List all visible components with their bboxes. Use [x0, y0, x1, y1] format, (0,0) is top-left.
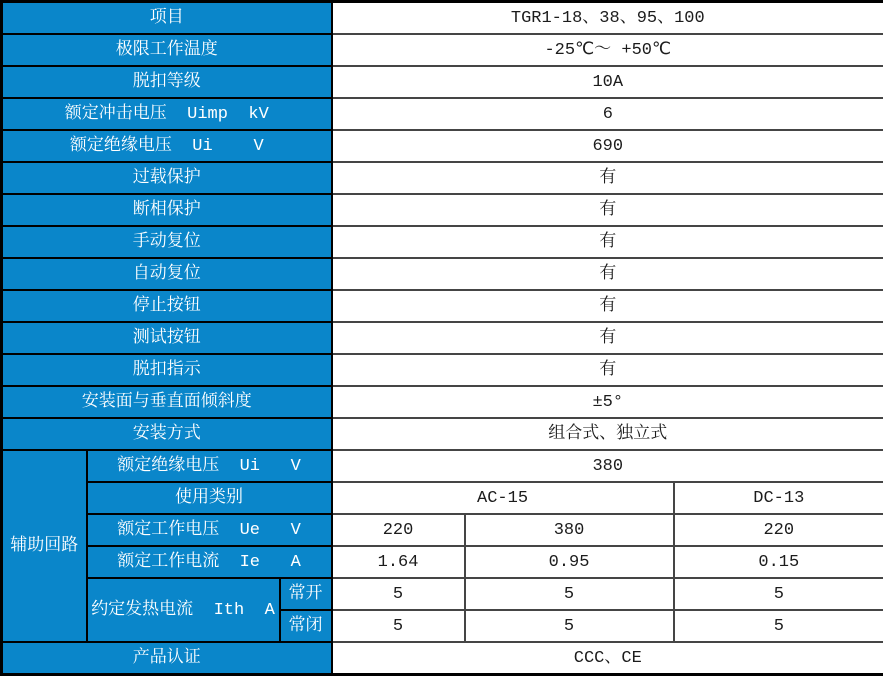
label-aux-circuit-group: 辅助回路: [2, 450, 87, 642]
value-certification: CCC、CE: [332, 642, 883, 675]
value-manual-reset: 有: [332, 226, 883, 258]
row-auto-reset: [2, 258, 883, 290]
label-manual-reset: 手动复位: [2, 226, 332, 258]
label-certification: 产品认证: [2, 642, 332, 675]
row-mounting-tilt: [2, 386, 883, 418]
value-overload-protection: 有: [332, 162, 883, 194]
value-phase-failure-protection: 有: [332, 194, 883, 226]
value-thermal-no-1: 5: [332, 578, 465, 610]
value-thermal-no-2: 5: [465, 578, 674, 610]
label-normally-open: 常开: [280, 578, 332, 610]
label-aux-insulation-voltage: 额定绝缘电压 Ui V: [87, 450, 332, 482]
value-impulse-voltage: 6: [332, 98, 883, 130]
row-rated-working-current: [2, 546, 883, 578]
row-trip-indicator: [2, 354, 883, 386]
row-utilization-category: [2, 482, 883, 514]
label-stop-button: 停止按钮: [2, 290, 332, 322]
label-rated-working-voltage: 额定工作电压 Ue V: [87, 514, 332, 546]
value-category-dc: DC-13: [674, 482, 883, 514]
value-trip-indicator: 有: [332, 354, 883, 386]
row-stop-button: [2, 290, 883, 322]
label-insulation-voltage: 额定绝缘电压 Ui V: [2, 130, 332, 162]
row-phase-failure-protection: [2, 194, 883, 226]
value-stop-button: 有: [332, 290, 883, 322]
label-overload-protection: 过载保护: [2, 162, 332, 194]
label-mounting-style: 安装方式: [2, 418, 332, 450]
label-mounting-tilt: 安装面与垂直面倾斜度: [2, 386, 332, 418]
label-trip-indicator: 脱扣指示: [2, 354, 332, 386]
value-working-current-3: 0.15: [674, 546, 883, 578]
value-aux-insulation-voltage: 380: [332, 450, 883, 482]
row-model: [2, 2, 883, 35]
value-test-button: 有: [332, 322, 883, 354]
row-test-button: [2, 322, 883, 354]
value-auto-reset: 有: [332, 258, 883, 290]
label-temp-range: 极限工作温度: [2, 34, 332, 66]
row-thermal-current-no: [2, 578, 883, 610]
value-working-current-2: 0.95: [465, 546, 674, 578]
label-test-button: 测试按钮: [2, 322, 332, 354]
value-mounting-tilt: ±5°: [332, 386, 883, 418]
row-aux-insulation-voltage: [2, 450, 883, 482]
value-thermal-nc-2: 5: [465, 610, 674, 642]
value-trip-class: 10A: [332, 66, 883, 98]
row-insulation-voltage: [2, 130, 883, 162]
value-thermal-no-3: 5: [674, 578, 883, 610]
value-thermal-nc-3: 5: [674, 610, 883, 642]
row-overload-protection: [2, 162, 883, 194]
label-trip-class: 脱扣等级: [2, 66, 332, 98]
label-model: 项目: [2, 2, 332, 35]
row-rated-working-voltage: [2, 514, 883, 546]
row-certification: [2, 642, 883, 675]
label-impulse-voltage: 额定冲击电压 Uimp kV: [2, 98, 332, 130]
row-impulse-voltage: [2, 98, 883, 130]
value-working-voltage-1: 220: [332, 514, 465, 546]
label-auto-reset: 自动复位: [2, 258, 332, 290]
row-trip-class: [2, 66, 883, 98]
value-insulation-voltage: 690: [332, 130, 883, 162]
label-rated-working-current: 额定工作电流 Ie A: [87, 546, 332, 578]
value-working-voltage-3: 220: [674, 514, 883, 546]
value-thermal-nc-1: 5: [332, 610, 465, 642]
value-model: TGR1-18、38、95、100: [332, 2, 883, 35]
label-normally-closed: 常闭: [280, 610, 332, 642]
label-utilization-category: 使用类别: [87, 482, 332, 514]
label-thermal-current: 约定发热电流 Ith A: [87, 578, 280, 642]
value-working-current-1: 1.64: [332, 546, 465, 578]
value-mounting-style: 组合式、独立式: [332, 418, 883, 450]
value-temp-range: -25℃～ +50℃: [332, 34, 883, 66]
label-phase-failure-protection: 断相保护: [2, 194, 332, 226]
row-temp-range: [2, 34, 883, 66]
row-mounting-style: [2, 418, 883, 450]
value-working-voltage-2: 380: [465, 514, 674, 546]
row-manual-reset: [2, 226, 883, 258]
value-category-ac: AC-15: [332, 482, 674, 514]
